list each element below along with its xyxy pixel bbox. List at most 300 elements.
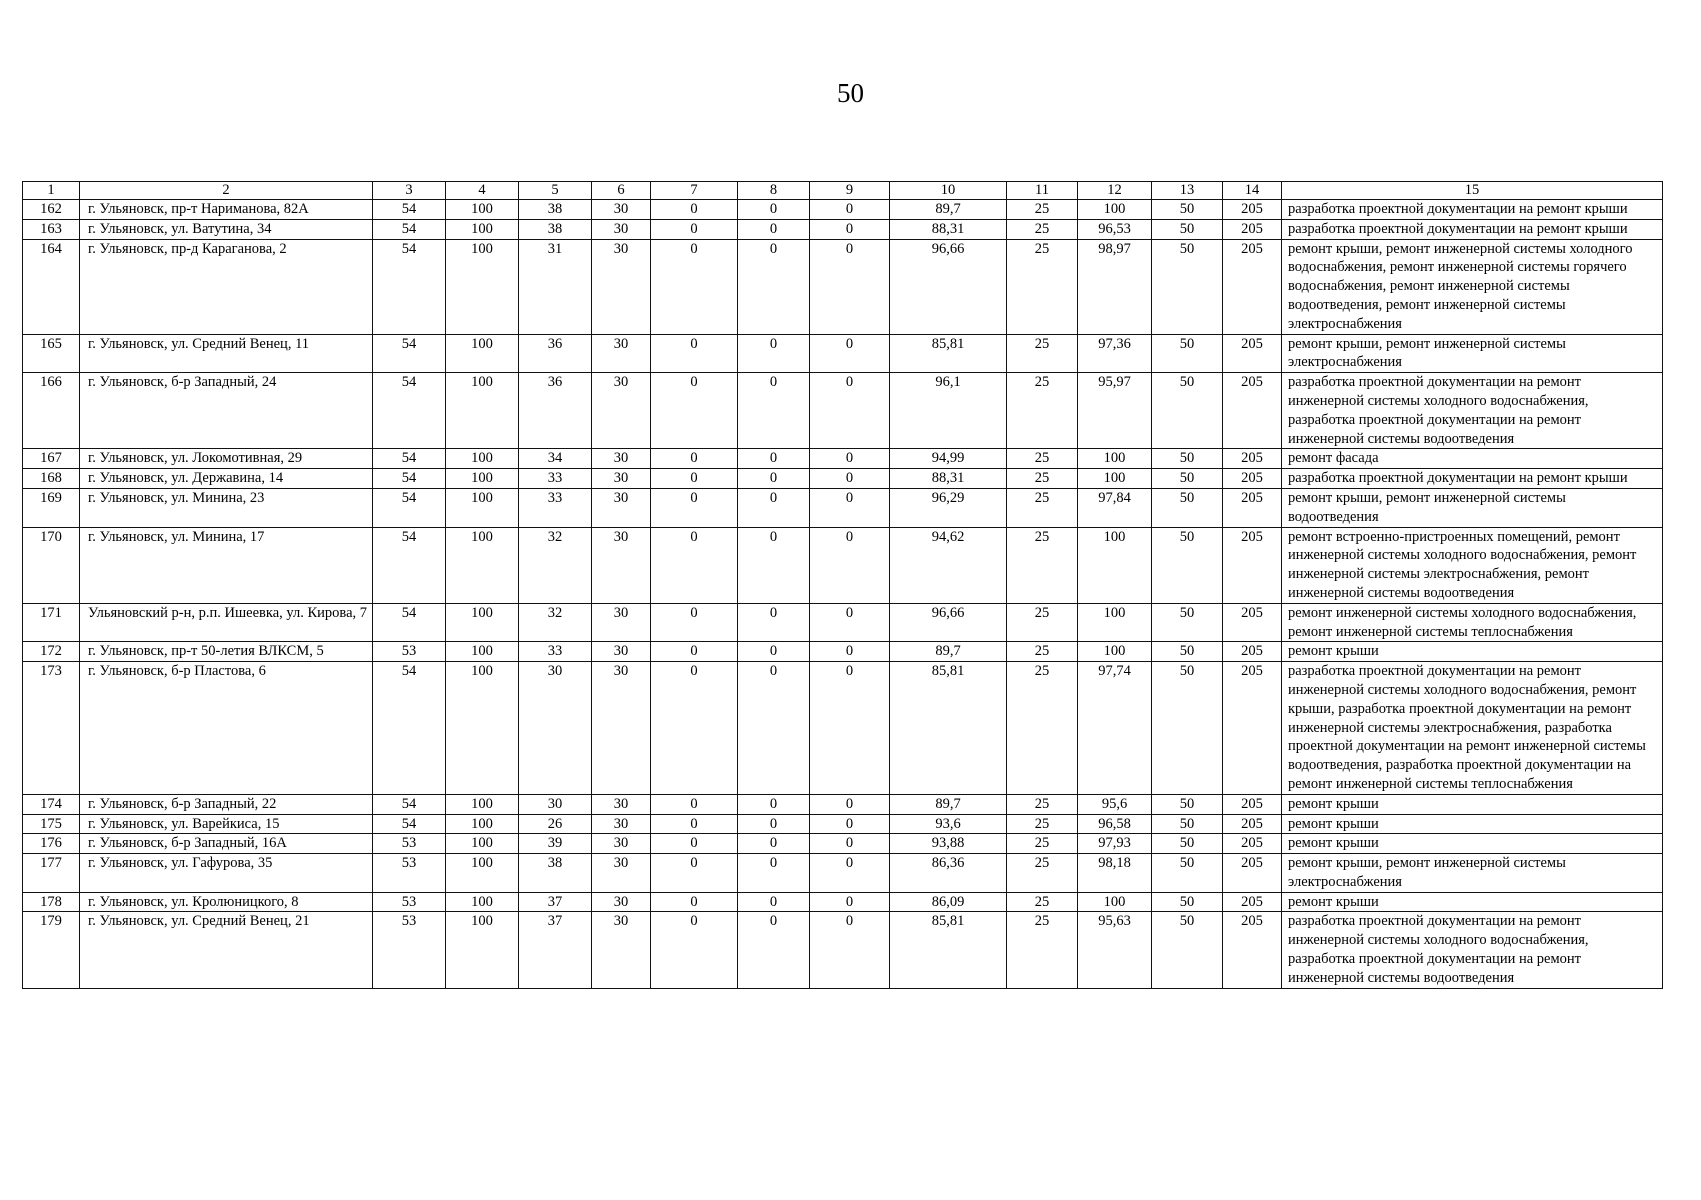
address-cell: г. Ульяновск, б-р Западный, 16А (80, 834, 373, 854)
col11-cell: 25 (1007, 200, 1078, 220)
col3-cell: 54 (373, 449, 446, 469)
table-row (23, 239, 1663, 334)
table-body (23, 200, 1663, 989)
col7-cell: 0 (651, 334, 738, 373)
col10-cell: 96,1 (890, 373, 1007, 449)
works-cell: ремонт крыши (1282, 892, 1663, 912)
col3-cell: 54 (373, 219, 446, 239)
col4-cell: 100 (446, 239, 519, 334)
row-number-cell: 173 (23, 662, 80, 795)
row-number-cell: 165 (23, 334, 80, 373)
col14-cell: 205 (1223, 219, 1282, 239)
col8-cell: 0 (738, 239, 810, 334)
table-row (23, 834, 1663, 854)
col11-cell: 25 (1007, 662, 1078, 795)
col12-cell: 98,97 (1078, 239, 1152, 334)
address-cell: г. Ульяновск, ул. Гафурова, 35 (80, 854, 373, 893)
col8-cell: 0 (738, 834, 810, 854)
col7-cell: 0 (651, 239, 738, 334)
row-number-cell: 172 (23, 642, 80, 662)
column-header: 10 (890, 182, 1007, 200)
col9-cell: 0 (810, 334, 890, 373)
col3-cell: 53 (373, 892, 446, 912)
works-cell: разработка проектной документации на ремонт инженерной системы холодного водоснабжения, разработка проектной документации на ремонт инженерной системы водоотведения (1282, 373, 1663, 449)
col5-cell: 38 (519, 200, 592, 220)
col7-cell: 0 (651, 373, 738, 449)
col4-cell: 100 (446, 814, 519, 834)
works-cell: ремонт инженерной системы холодного водоснабжения, ремонт инженерной системы теплоснабжения (1282, 603, 1663, 642)
col13-cell: 50 (1152, 603, 1223, 642)
col4-cell: 100 (446, 854, 519, 893)
col8-cell: 0 (738, 642, 810, 662)
works-cell: ремонт фасада (1282, 449, 1663, 469)
col6-cell: 30 (592, 239, 651, 334)
col9-cell: 0 (810, 834, 890, 854)
works-cell: ремонт крыши, ремонт инженерной системы электроснабжения (1282, 854, 1663, 893)
column-header: 13 (1152, 182, 1223, 200)
col7-cell: 0 (651, 642, 738, 662)
col12-cell: 98,18 (1078, 854, 1152, 893)
col6-cell: 30 (592, 373, 651, 449)
page-number: 50 (837, 78, 864, 108)
col13-cell: 50 (1152, 912, 1223, 988)
col8-cell: 0 (738, 488, 810, 527)
works-cell: разработка проектной документации на ремонт инженерной системы холодного водоснабжения, разработка проектной документации на ремонт инженерной системы водоотведения (1282, 912, 1663, 988)
col6-cell: 30 (592, 892, 651, 912)
col11-cell: 25 (1007, 449, 1078, 469)
col10-cell: 89,7 (890, 200, 1007, 220)
col5-cell: 39 (519, 834, 592, 854)
col3-cell: 54 (373, 239, 446, 334)
col9-cell: 0 (810, 794, 890, 814)
col6-cell: 30 (592, 469, 651, 489)
col5-cell: 33 (519, 488, 592, 527)
col10-cell: 86,09 (890, 892, 1007, 912)
col4-cell: 100 (446, 662, 519, 795)
column-header: 3 (373, 182, 446, 200)
col3-cell: 54 (373, 527, 446, 603)
col9-cell: 0 (810, 449, 890, 469)
col12-cell: 95,63 (1078, 912, 1152, 988)
col14-cell: 205 (1223, 642, 1282, 662)
col10-cell: 88,31 (890, 469, 1007, 489)
row-number-cell: 170 (23, 527, 80, 603)
col10-cell: 89,7 (890, 794, 1007, 814)
col7-cell: 0 (651, 814, 738, 834)
address-cell: г. Ульяновск, ул. Минина, 17 (80, 527, 373, 603)
column-header: 1 (23, 182, 80, 200)
col12-cell: 100 (1078, 449, 1152, 469)
row-number-cell: 166 (23, 373, 80, 449)
col7-cell: 0 (651, 469, 738, 489)
col14-cell: 205 (1223, 662, 1282, 795)
address-cell: г. Ульяновск, ул. Варейкиса, 15 (80, 814, 373, 834)
col12-cell: 97,84 (1078, 488, 1152, 527)
col12-cell: 100 (1078, 469, 1152, 489)
address-cell: г. Ульяновск, ул. Локомотивная, 29 (80, 449, 373, 469)
row-number-cell: 179 (23, 912, 80, 988)
col6-cell: 30 (592, 334, 651, 373)
col4-cell: 100 (446, 794, 519, 814)
col13-cell: 50 (1152, 892, 1223, 912)
col5-cell: 30 (519, 794, 592, 814)
col8-cell: 0 (738, 219, 810, 239)
works-cell: ремонт крыши, ремонт инженерной системы электроснабжения (1282, 334, 1663, 373)
col11-cell: 25 (1007, 488, 1078, 527)
col3-cell: 54 (373, 814, 446, 834)
col3-cell: 53 (373, 854, 446, 893)
col6-cell: 30 (592, 527, 651, 603)
address-cell: г. Ульяновск, б-р Пластова, 6 (80, 662, 373, 795)
col3-cell: 53 (373, 834, 446, 854)
col5-cell: 36 (519, 373, 592, 449)
works-cell: ремонт крыши (1282, 642, 1663, 662)
col10-cell: 96,29 (890, 488, 1007, 527)
col13-cell: 50 (1152, 219, 1223, 239)
col14-cell: 205 (1223, 892, 1282, 912)
row-number-cell: 167 (23, 449, 80, 469)
col8-cell: 0 (738, 854, 810, 893)
col9-cell: 0 (810, 912, 890, 988)
col10-cell: 96,66 (890, 239, 1007, 334)
table-row (23, 814, 1663, 834)
col10-cell: 93,88 (890, 834, 1007, 854)
column-header: 9 (810, 182, 890, 200)
col14-cell: 205 (1223, 488, 1282, 527)
col5-cell: 32 (519, 603, 592, 642)
col5-cell: 38 (519, 854, 592, 893)
col3-cell: 54 (373, 469, 446, 489)
col10-cell: 85,81 (890, 662, 1007, 795)
col13-cell: 50 (1152, 794, 1223, 814)
row-number-cell: 176 (23, 834, 80, 854)
works-cell: ремонт крыши (1282, 794, 1663, 814)
col12-cell: 100 (1078, 603, 1152, 642)
works-cell: ремонт крыши, ремонт инженерной системы водоотведения (1282, 488, 1663, 527)
col9-cell: 0 (810, 239, 890, 334)
col4-cell: 100 (446, 912, 519, 988)
col10-cell: 85,81 (890, 912, 1007, 988)
col5-cell: 37 (519, 912, 592, 988)
col10-cell: 85,81 (890, 334, 1007, 373)
col10-cell: 89,7 (890, 642, 1007, 662)
column-header: 2 (80, 182, 373, 200)
col7-cell: 0 (651, 449, 738, 469)
col6-cell: 30 (592, 642, 651, 662)
col14-cell: 205 (1223, 449, 1282, 469)
col5-cell: 33 (519, 642, 592, 662)
address-cell: г. Ульяновск, пр-т 50-летия ВЛКСМ, 5 (80, 642, 373, 662)
table-row (23, 794, 1663, 814)
table-row (23, 854, 1663, 893)
address-cell: г. Ульяновск, ул. Средний Венец, 21 (80, 912, 373, 988)
address-cell: г. Ульяновск, пр-т Нариманова, 82А (80, 200, 373, 220)
col4-cell: 100 (446, 373, 519, 449)
col7-cell: 0 (651, 854, 738, 893)
col11-cell: 25 (1007, 642, 1078, 662)
col3-cell: 53 (373, 642, 446, 662)
col10-cell: 94,99 (890, 449, 1007, 469)
row-number-cell: 168 (23, 469, 80, 489)
col14-cell: 205 (1223, 603, 1282, 642)
col14-cell: 205 (1223, 469, 1282, 489)
address-cell: г. Ульяновск, ул. Средний Венец, 11 (80, 334, 373, 373)
col3-cell: 54 (373, 373, 446, 449)
col8-cell: 0 (738, 469, 810, 489)
col9-cell: 0 (810, 469, 890, 489)
col5-cell: 36 (519, 334, 592, 373)
col8-cell: 0 (738, 794, 810, 814)
col4-cell: 100 (446, 603, 519, 642)
col8-cell: 0 (738, 603, 810, 642)
col12-cell: 97,36 (1078, 334, 1152, 373)
col14-cell: 205 (1223, 814, 1282, 834)
address-cell: г. Ульяновск, ул. Державина, 14 (80, 469, 373, 489)
col12-cell: 100 (1078, 200, 1152, 220)
col13-cell: 50 (1152, 642, 1223, 662)
works-cell: разработка проектной документации на ремонт крыши (1282, 219, 1663, 239)
table-row (23, 200, 1663, 220)
col6-cell: 30 (592, 912, 651, 988)
col9-cell: 0 (810, 219, 890, 239)
col4-cell: 100 (446, 527, 519, 603)
header-row (23, 182, 1663, 200)
col9-cell: 0 (810, 527, 890, 603)
col6-cell: 30 (592, 449, 651, 469)
col8-cell: 0 (738, 662, 810, 795)
col13-cell: 50 (1152, 662, 1223, 795)
table-row (23, 603, 1663, 642)
col13-cell: 50 (1152, 854, 1223, 893)
col6-cell: 30 (592, 662, 651, 795)
col11-cell: 25 (1007, 239, 1078, 334)
col9-cell: 0 (810, 854, 890, 893)
col3-cell: 54 (373, 662, 446, 795)
col10-cell: 96,66 (890, 603, 1007, 642)
column-header: 4 (446, 182, 519, 200)
col8-cell: 0 (738, 334, 810, 373)
col4-cell: 100 (446, 449, 519, 469)
col3-cell: 54 (373, 603, 446, 642)
col11-cell: 25 (1007, 334, 1078, 373)
column-header: 11 (1007, 182, 1078, 200)
col7-cell: 0 (651, 794, 738, 814)
col9-cell: 0 (810, 642, 890, 662)
col4-cell: 100 (446, 892, 519, 912)
col7-cell: 0 (651, 834, 738, 854)
column-header: 6 (592, 182, 651, 200)
col3-cell: 54 (373, 334, 446, 373)
col7-cell: 0 (651, 662, 738, 795)
row-number-cell: 169 (23, 488, 80, 527)
col8-cell: 0 (738, 373, 810, 449)
col10-cell: 93,6 (890, 814, 1007, 834)
column-header: 5 (519, 182, 592, 200)
col13-cell: 50 (1152, 527, 1223, 603)
col12-cell: 95,97 (1078, 373, 1152, 449)
col8-cell: 0 (738, 527, 810, 603)
column-header: 8 (738, 182, 810, 200)
col4-cell: 100 (446, 642, 519, 662)
col5-cell: 31 (519, 239, 592, 334)
works-cell: ремонт встроенно-пристроенных помещений, ремонт инженерной системы холодного водоснабжения, ремонт инженерной системы электроснабжения, ремонт инженерной системы водоотведения (1282, 527, 1663, 603)
col11-cell: 25 (1007, 912, 1078, 988)
repair-program-table (22, 181, 1663, 989)
col10-cell: 94,62 (890, 527, 1007, 603)
col12-cell: 100 (1078, 527, 1152, 603)
column-header: 15 (1282, 182, 1663, 200)
col7-cell: 0 (651, 912, 738, 988)
col12-cell: 96,53 (1078, 219, 1152, 239)
address-cell: г. Ульяновск, ул. Ватутина, 34 (80, 219, 373, 239)
col9-cell: 0 (810, 662, 890, 795)
table-row (23, 892, 1663, 912)
col10-cell: 88,31 (890, 219, 1007, 239)
row-number-cell: 174 (23, 794, 80, 814)
row-number-cell: 164 (23, 239, 80, 334)
col3-cell: 53 (373, 912, 446, 988)
col11-cell: 25 (1007, 814, 1078, 834)
col14-cell: 205 (1223, 834, 1282, 854)
address-cell: г. Ульяновск, ул. Минина, 23 (80, 488, 373, 527)
col13-cell: 50 (1152, 200, 1223, 220)
col11-cell: 25 (1007, 892, 1078, 912)
col5-cell: 37 (519, 892, 592, 912)
col14-cell: 205 (1223, 373, 1282, 449)
col12-cell: 96,58 (1078, 814, 1152, 834)
col14-cell: 205 (1223, 527, 1282, 603)
col13-cell: 50 (1152, 449, 1223, 469)
table-row (23, 449, 1663, 469)
col11-cell: 25 (1007, 854, 1078, 893)
col10-cell: 86,36 (890, 854, 1007, 893)
col4-cell: 100 (446, 834, 519, 854)
col12-cell: 97,93 (1078, 834, 1152, 854)
col6-cell: 30 (592, 794, 651, 814)
col12-cell: 95,6 (1078, 794, 1152, 814)
row-number-cell: 175 (23, 814, 80, 834)
works-cell: ремонт крыши (1282, 814, 1663, 834)
col9-cell: 0 (810, 814, 890, 834)
address-cell: г. Ульяновск, б-р Западный, 24 (80, 373, 373, 449)
col6-cell: 30 (592, 488, 651, 527)
col11-cell: 25 (1007, 219, 1078, 239)
col8-cell: 0 (738, 814, 810, 834)
table-row (23, 334, 1663, 373)
col5-cell: 34 (519, 449, 592, 469)
col7-cell: 0 (651, 603, 738, 642)
col14-cell: 205 (1223, 239, 1282, 334)
col8-cell: 0 (738, 892, 810, 912)
col4-cell: 100 (446, 200, 519, 220)
col5-cell: 30 (519, 662, 592, 795)
col9-cell: 0 (810, 892, 890, 912)
col14-cell: 205 (1223, 794, 1282, 814)
col11-cell: 25 (1007, 373, 1078, 449)
col6-cell: 30 (592, 200, 651, 220)
col6-cell: 30 (592, 814, 651, 834)
col11-cell: 25 (1007, 794, 1078, 814)
col12-cell: 100 (1078, 892, 1152, 912)
table-row (23, 527, 1663, 603)
address-cell: г. Ульяновск, б-р Западный, 22 (80, 794, 373, 814)
col6-cell: 30 (592, 834, 651, 854)
col14-cell: 205 (1223, 334, 1282, 373)
col3-cell: 54 (373, 794, 446, 814)
col6-cell: 30 (592, 854, 651, 893)
col9-cell: 0 (810, 488, 890, 527)
col14-cell: 205 (1223, 912, 1282, 988)
works-cell: ремонт крыши (1282, 834, 1663, 854)
table-row (23, 488, 1663, 527)
col3-cell: 54 (373, 488, 446, 527)
row-number-cell: 171 (23, 603, 80, 642)
col7-cell: 0 (651, 892, 738, 912)
col9-cell: 0 (810, 373, 890, 449)
column-header: 12 (1078, 182, 1152, 200)
column-header: 14 (1223, 182, 1282, 200)
col8-cell: 0 (738, 912, 810, 988)
works-cell: ремонт крыши, ремонт инженерной системы холодного водоснабжения, ремонт инженерной системы горячего водоснабжения, ремонт инженерной системы водоотведения, ремонт инженерной системы электроснабжения (1282, 239, 1663, 334)
col13-cell: 50 (1152, 469, 1223, 489)
col12-cell: 97,74 (1078, 662, 1152, 795)
col11-cell: 25 (1007, 834, 1078, 854)
works-cell: разработка проектной документации на ремонт крыши (1282, 469, 1663, 489)
col6-cell: 30 (592, 603, 651, 642)
row-number-cell: 178 (23, 892, 80, 912)
address-cell: г. Ульяновск, ул. Кролюницкого, 8 (80, 892, 373, 912)
table-row (23, 662, 1663, 795)
col13-cell: 50 (1152, 334, 1223, 373)
col12-cell: 100 (1078, 642, 1152, 662)
col13-cell: 50 (1152, 488, 1223, 527)
address-cell: Ульяновский р-н, р.п. Ишеевка, ул. Кирова, 7 (80, 603, 373, 642)
column-header: 7 (651, 182, 738, 200)
row-number-cell: 162 (23, 200, 80, 220)
col11-cell: 25 (1007, 469, 1078, 489)
col13-cell: 50 (1152, 239, 1223, 334)
col4-cell: 100 (446, 488, 519, 527)
col4-cell: 100 (446, 469, 519, 489)
table-row (23, 912, 1663, 988)
col7-cell: 0 (651, 219, 738, 239)
col11-cell: 25 (1007, 527, 1078, 603)
col7-cell: 0 (651, 488, 738, 527)
address-cell: г. Ульяновск, пр-д Караганова, 2 (80, 239, 373, 334)
col5-cell: 33 (519, 469, 592, 489)
works-cell: разработка проектной документации на ремонт инженерной системы холодного водоснабжения, ремонт крыши, разработка проектной документации на ремонт инженерной системы электроснабжения, разработка проектной документации на ремонт инженерной системы водоотведения, разработка проектной документации на ремонт инженерной системы теплоснабжения (1282, 662, 1663, 795)
row-number-cell: 163 (23, 219, 80, 239)
table-row (23, 373, 1663, 449)
row-number-cell: 177 (23, 854, 80, 893)
table-row (23, 219, 1663, 239)
col13-cell: 50 (1152, 373, 1223, 449)
col9-cell: 0 (810, 603, 890, 642)
table-row (23, 469, 1663, 489)
col6-cell: 30 (592, 219, 651, 239)
col8-cell: 0 (738, 449, 810, 469)
col4-cell: 100 (446, 219, 519, 239)
col5-cell: 32 (519, 527, 592, 603)
col7-cell: 0 (651, 527, 738, 603)
table-row (23, 642, 1663, 662)
col3-cell: 54 (373, 200, 446, 220)
col13-cell: 50 (1152, 834, 1223, 854)
col5-cell: 26 (519, 814, 592, 834)
col9-cell: 0 (810, 200, 890, 220)
col13-cell: 50 (1152, 814, 1223, 834)
col11-cell: 25 (1007, 603, 1078, 642)
